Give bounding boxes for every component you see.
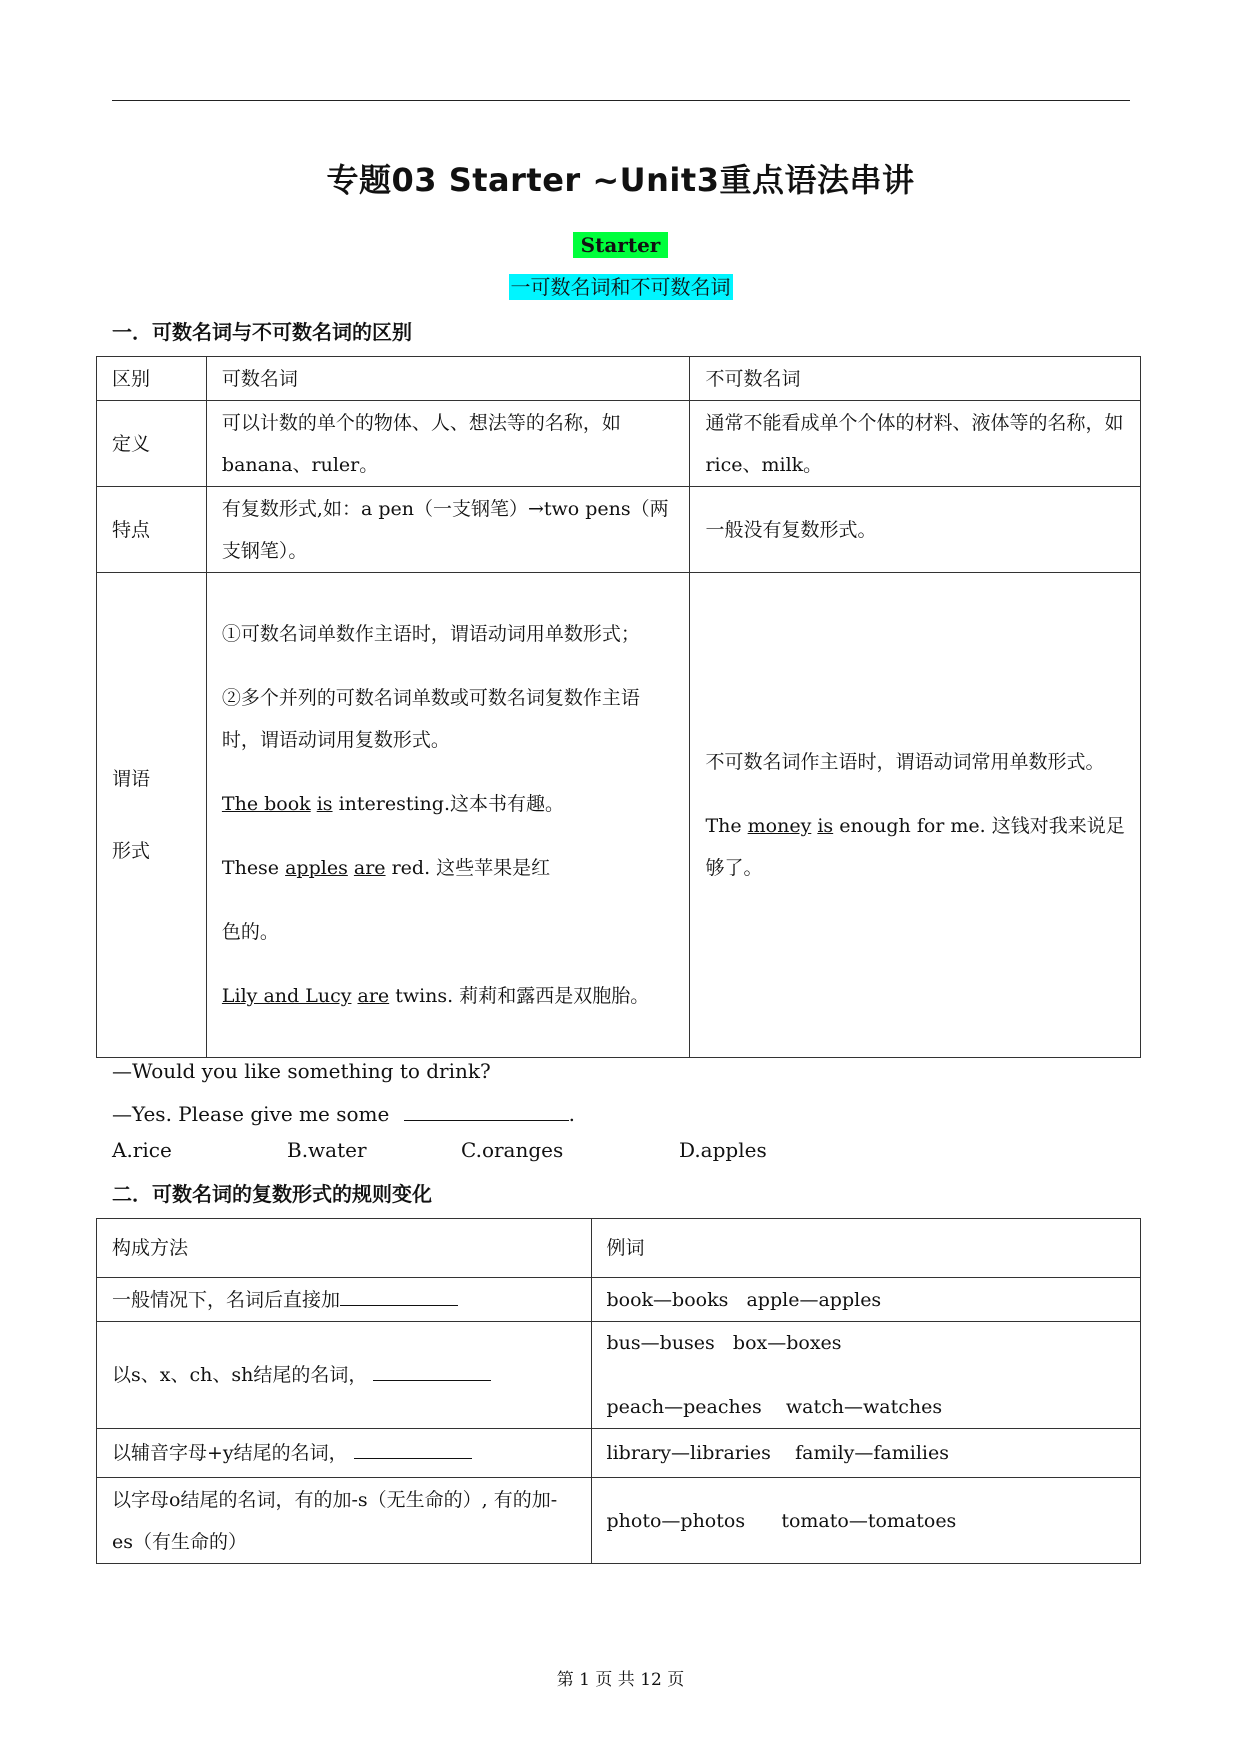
predicate-label-line2: 形式 xyxy=(112,840,151,862)
predicate-label-line1: 谓语 xyxy=(112,768,151,790)
example-word: photo—photos xyxy=(606,1509,746,1532)
option-a[interactable]: A.rice xyxy=(112,1138,172,1162)
unc-ex-verb: is xyxy=(817,815,834,837)
rule-method-3 xyxy=(97,1429,592,1478)
table-row-predicate xyxy=(97,573,1141,1058)
starter-label: Starter xyxy=(573,232,669,258)
unc-ex-subject: money xyxy=(747,815,812,837)
starter-label-line xyxy=(0,233,1241,257)
page-title: 专题03 Starter ~Unit3重点语法串讲 xyxy=(326,161,915,199)
table-row-definition xyxy=(97,401,1141,487)
example-sentence-3 xyxy=(222,975,675,1017)
rule-method-2 xyxy=(97,1322,592,1429)
header-examples: 例词 xyxy=(591,1219,1141,1278)
option-b[interactable]: B.water xyxy=(287,1138,367,1162)
table-row xyxy=(97,1478,1141,1564)
noun-comparison-table xyxy=(96,356,1141,1058)
ex1-subject: The book xyxy=(221,793,311,815)
plural-rules-table xyxy=(96,1218,1141,1564)
uncountable-rule: 不可数名词作主语时，谓语动词常用单数形式。 xyxy=(705,751,1105,773)
example-sentence-2-cont: 色的。 xyxy=(221,921,279,943)
rule-method-2-text: 以s、x、ch、sh结尾的名词， xyxy=(112,1364,368,1386)
table-row xyxy=(97,1429,1141,1478)
example-word: book—books xyxy=(606,1288,729,1311)
table-row xyxy=(97,1278,1141,1322)
rule-examples-3 xyxy=(591,1429,1141,1478)
row-label-feature: 特点 xyxy=(97,487,207,573)
rule-method-3-text: 以辅音字母+y结尾的名词， xyxy=(112,1442,348,1464)
question-line-2-text: —Yes. Please give me some xyxy=(112,1102,390,1126)
example-word: bus—buses xyxy=(606,1332,715,1354)
table-row-feature xyxy=(97,487,1141,573)
rule-method-1-text: 一般情况下，名词后直接加 xyxy=(112,1288,341,1311)
predicate-countable xyxy=(206,573,690,1058)
subtitle-line xyxy=(0,271,1241,300)
subtitle: 一可数名词和不可数名词 xyxy=(510,275,731,299)
question-line-2 xyxy=(112,1100,575,1126)
example-word: family—families xyxy=(795,1442,949,1464)
ex2-subject: apples xyxy=(285,857,348,879)
predicate-rule2: ②多个并列的可数名词单数或可数名词复数作主语时，谓语动词用复数形式。 xyxy=(221,687,640,751)
example-word: peach—peaches xyxy=(606,1396,762,1418)
ex3-subject: Lily and Lucy xyxy=(221,985,352,1007)
section2-heading: 二．可数名词的复数形式的规则变化 xyxy=(112,1182,432,1206)
row-label-predicate xyxy=(97,573,207,1058)
rule-examples-2 xyxy=(591,1322,1141,1429)
option-d[interactable]: D.apples xyxy=(679,1138,767,1162)
header-uncountable: 不可数名词 xyxy=(690,357,1141,401)
example-sentence-2 xyxy=(222,847,675,889)
ex2-rest: red. 这些苹果是红 xyxy=(385,857,551,879)
header-distinction: 区别 xyxy=(97,357,207,401)
example-sentence-1 xyxy=(222,783,675,825)
example-word: library—libraries xyxy=(606,1442,771,1464)
question-line-1: —Would you like something to drink? xyxy=(112,1059,491,1083)
feature-countable: 有复数形式,如：a pen（一支钢笔）→two pens（两支钢笔）。 xyxy=(206,487,690,573)
example-word: watch—watches xyxy=(785,1396,943,1418)
example-word: box—boxes xyxy=(732,1332,842,1354)
rule-method-4: 以字母o结尾的名词，有的加-s（无生命的）, 有的加-es（有生命的） xyxy=(97,1478,592,1564)
predicate-rule1: ①可数名词单数作主语时，谓语动词用单数形式； xyxy=(221,623,640,645)
table-row xyxy=(97,1322,1141,1429)
example-word: apple—apples xyxy=(746,1288,882,1311)
header-method: 构成方法 xyxy=(97,1219,592,1278)
answer-blank[interactable] xyxy=(404,1100,569,1121)
unc-ex-pre: The xyxy=(705,815,748,837)
section1-heading: 一．可数名词与不可数名词的区别 xyxy=(112,320,412,344)
table2-header-row xyxy=(97,1219,1141,1278)
predicate-uncountable xyxy=(690,573,1141,1058)
header-rule xyxy=(112,100,1130,101)
rule-blank-2[interactable] xyxy=(373,1360,491,1381)
feature-uncountable: 一般没有复数形式。 xyxy=(690,487,1141,573)
header-countable: 可数名词 xyxy=(206,357,690,401)
question-line-2-end: . xyxy=(568,1102,576,1126)
definition-countable: 可以计数的单个的物体、人、想法等的名称，如banana、ruler。 xyxy=(206,401,690,487)
ex3-rest: twins. 莉莉和露西是双胞胎。 xyxy=(389,985,650,1007)
example-word: tomato—tomatoes xyxy=(781,1509,957,1532)
rule-blank-3[interactable] xyxy=(354,1438,472,1459)
unc-ex-rest: enough for me. 这钱对我来说足够了。 xyxy=(705,815,1125,879)
option-c[interactable]: C.oranges xyxy=(461,1138,564,1162)
table-header-row xyxy=(97,357,1141,401)
ex2-verb: are xyxy=(353,857,386,879)
uncountable-example xyxy=(705,805,1125,889)
rule-examples-1 xyxy=(591,1278,1141,1322)
page-footer: 第 1 页 共 12 页 xyxy=(556,1670,685,1690)
ex1-verb: is xyxy=(316,793,333,815)
ex3-verb: are xyxy=(357,985,390,1007)
rule-examples-4 xyxy=(591,1478,1141,1564)
row-label-definition: 定义 xyxy=(97,401,207,487)
rule-method-1 xyxy=(97,1278,592,1322)
definition-uncountable: 通常不能看成单个个体的材料、液体等的名称，如rice、milk。 xyxy=(690,401,1141,487)
ex2-pre: These xyxy=(221,857,286,879)
rule-blank-1[interactable] xyxy=(340,1285,458,1306)
ex1-rest: interesting.这本书有趣。 xyxy=(332,793,564,815)
